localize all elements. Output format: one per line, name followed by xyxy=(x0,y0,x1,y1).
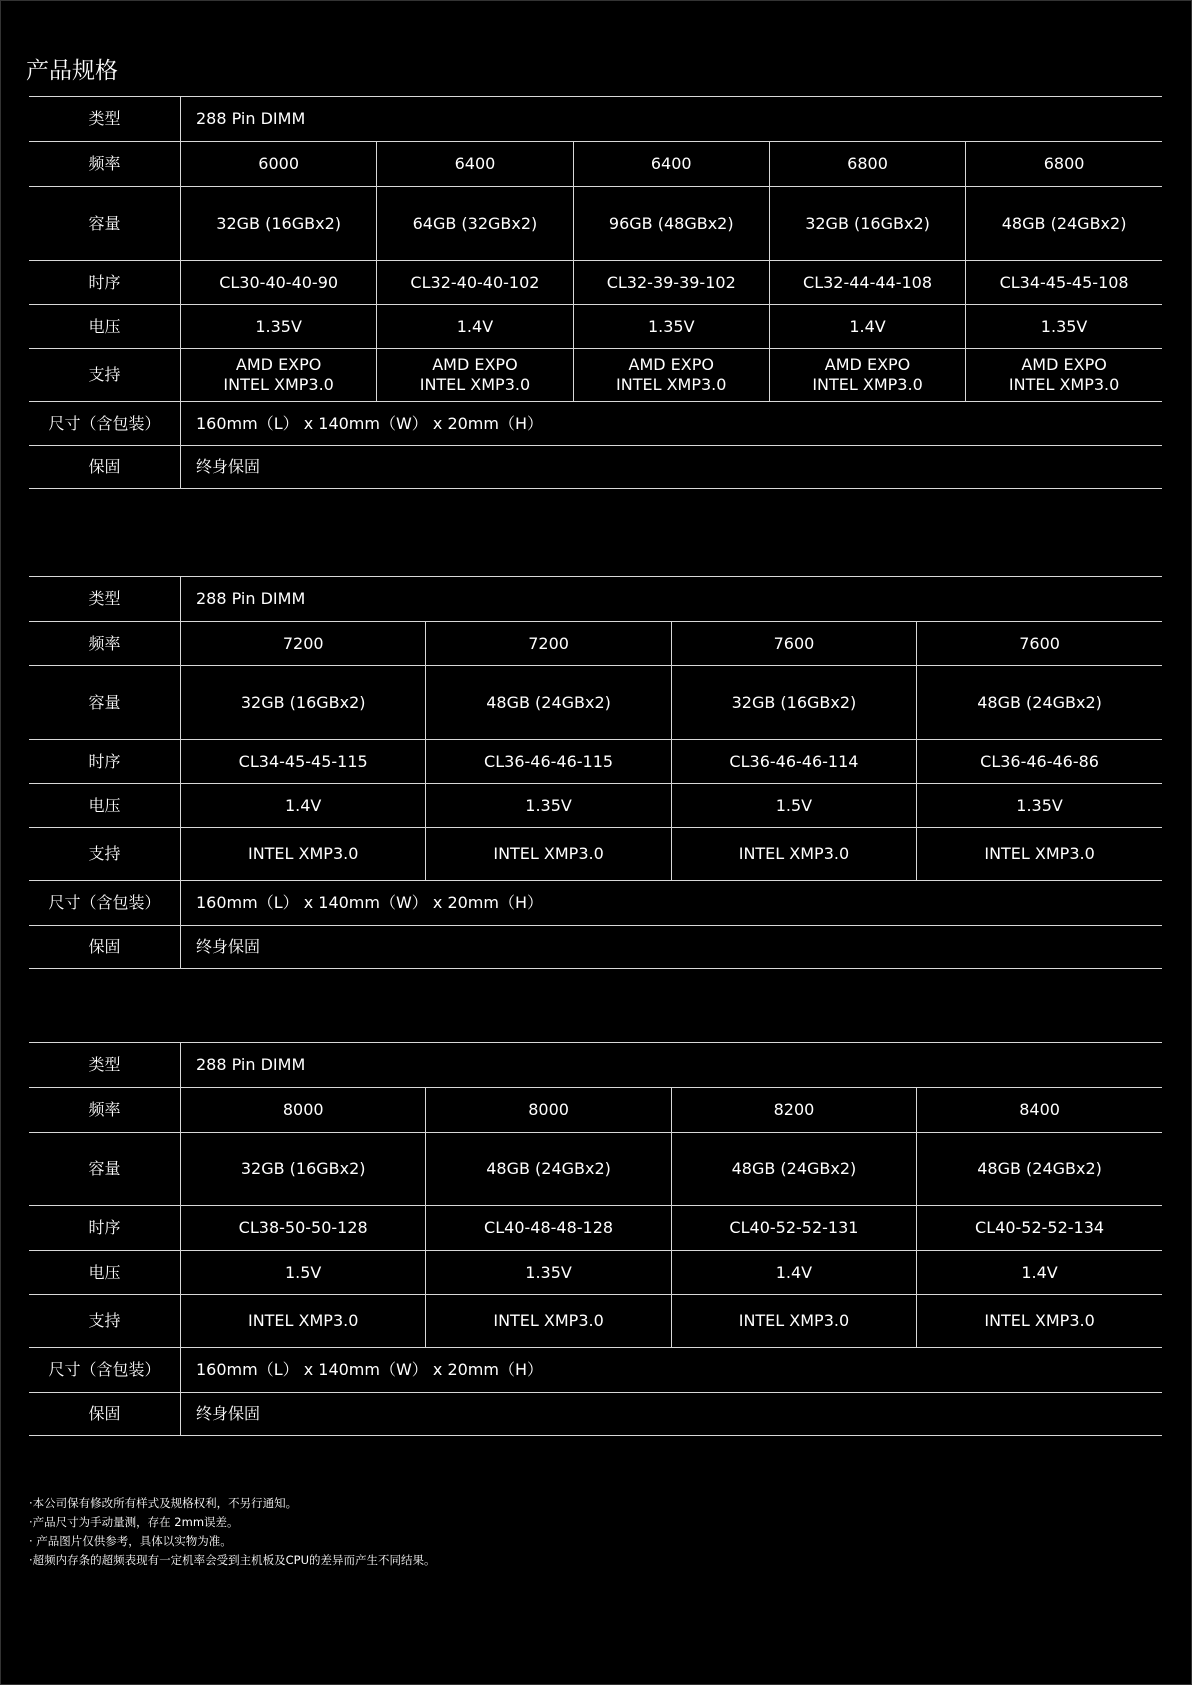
voltage-cell: 1.4V xyxy=(377,305,573,349)
frequency-cell: 7200 xyxy=(426,622,671,666)
capacity-cell: 48GB (24GBx2) xyxy=(671,1133,916,1206)
support-line: INTEL XMP3.0 xyxy=(738,844,850,863)
voltage-cell: 1.35V xyxy=(426,784,671,828)
voltage-cell: 1.35V xyxy=(917,784,1162,828)
footnotes xyxy=(29,1494,436,1570)
support-cell xyxy=(377,349,573,402)
support-cell xyxy=(181,349,377,402)
label-support: 支持 xyxy=(29,349,181,402)
capacity-cell: 48GB (24GBx2) xyxy=(917,666,1162,740)
support-cell xyxy=(671,1295,916,1348)
label-timing: 时序 xyxy=(29,261,181,305)
frequency-cell: 6000 xyxy=(181,142,377,187)
label-warranty: 保固 xyxy=(29,926,181,969)
support-line: INTEL XMP3.0 xyxy=(247,1311,359,1330)
row-timing xyxy=(29,1206,1162,1251)
row-warranty xyxy=(29,926,1162,969)
support-cell xyxy=(671,828,916,881)
label-voltage: 电压 xyxy=(29,305,181,349)
footnote: · 产品图片仅供参考，具体以实物为准。 xyxy=(29,1534,232,1548)
support-line: INTEL XMP3.0 xyxy=(1008,375,1120,394)
label-frequency: 频率 xyxy=(29,142,181,187)
support-line: INTEL XMP3.0 xyxy=(616,375,727,394)
support-line: INTEL XMP3.0 xyxy=(984,1311,1095,1330)
warranty-value: 终身保固 xyxy=(181,446,1163,489)
label-voltage: 电压 xyxy=(29,784,181,828)
support-line: AMD EXPO xyxy=(432,355,518,374)
label-capacity: 容量 xyxy=(29,1133,181,1206)
label-capacity: 容量 xyxy=(29,666,181,740)
row-support xyxy=(29,349,1162,402)
capacity-cell: 48GB (24GBx2) xyxy=(917,1133,1162,1206)
spec-table-1 xyxy=(29,96,1162,489)
size-value: 160mm（L） x 140mm（W） x 20mm（H） xyxy=(181,881,1163,926)
support-cell xyxy=(966,349,1162,402)
size-value: 160mm（L） x 140mm（W） x 20mm（H） xyxy=(181,402,1163,446)
support-line: AMD EXPO xyxy=(628,355,714,374)
row-size xyxy=(29,1348,1162,1393)
timing-cell: CL32-44-44-108 xyxy=(769,261,965,305)
label-timing: 时序 xyxy=(29,1206,181,1251)
label-support: 支持 xyxy=(29,828,181,881)
row-size xyxy=(29,402,1162,446)
support-cell xyxy=(917,1295,1162,1348)
row-voltage xyxy=(29,1251,1162,1295)
label-size: 尺寸（含包装） xyxy=(29,402,181,446)
label-frequency: 频率 xyxy=(29,1088,181,1133)
timing-cell: CL32-40-40-102 xyxy=(377,261,573,305)
timing-cell: CL40-52-52-131 xyxy=(671,1206,916,1251)
frequency-cell: 6800 xyxy=(966,142,1162,187)
row-timing xyxy=(29,740,1162,784)
footnote: ·超频内存条的超频表现有一定机率会受到主机板及CPU的差异而产生不同结果。 xyxy=(29,1553,436,1567)
support-cell xyxy=(181,828,426,881)
support-cell xyxy=(181,1295,426,1348)
capacity-cell: 32GB (16GBx2) xyxy=(671,666,916,740)
timing-cell: CL38-50-50-128 xyxy=(181,1206,426,1251)
support-cell xyxy=(426,828,671,881)
row-capacity xyxy=(29,666,1162,740)
capacity-cell: 48GB (24GBx2) xyxy=(426,666,671,740)
label-warranty: 保固 xyxy=(29,446,181,489)
label-capacity: 容量 xyxy=(29,187,181,261)
type-value: 288 Pin DIMM xyxy=(181,1043,1163,1088)
row-warranty xyxy=(29,1393,1162,1436)
page-title: 产品规格 xyxy=(26,58,118,84)
support-line: INTEL XMP3.0 xyxy=(223,375,334,394)
support-line: AMD EXPO xyxy=(824,355,911,374)
frequency-cell: 6400 xyxy=(377,142,573,187)
footnote: ·本公司保有修改所有样式及规格权利，不另行通知。 xyxy=(29,1496,298,1510)
label-type: 类型 xyxy=(29,97,181,142)
row-timing xyxy=(29,261,1162,305)
row-frequency xyxy=(29,622,1162,666)
capacity-cell: 32GB (16GBx2) xyxy=(769,187,965,261)
row-size xyxy=(29,881,1162,926)
timing-cell: CL34-45-45-108 xyxy=(966,261,1162,305)
row-capacity xyxy=(29,187,1162,261)
timing-cell: CL32-39-39-102 xyxy=(573,261,769,305)
timing-cell: CL30-40-40-90 xyxy=(181,261,377,305)
row-type xyxy=(29,1043,1162,1088)
support-line: INTEL XMP3.0 xyxy=(493,844,604,863)
frequency-cell: 8400 xyxy=(917,1088,1162,1133)
row-voltage xyxy=(29,305,1162,349)
row-capacity xyxy=(29,1133,1162,1206)
row-type xyxy=(29,97,1162,142)
voltage-cell: 1.4V xyxy=(769,305,965,349)
row-support xyxy=(29,1295,1162,1348)
support-cell xyxy=(426,1295,671,1348)
capacity-cell: 48GB (24GBx2) xyxy=(966,187,1162,261)
label-size: 尺寸（含包装） xyxy=(29,881,181,926)
spec-table-2 xyxy=(29,576,1162,969)
row-warranty xyxy=(29,446,1162,489)
timing-cell: CL36-46-46-114 xyxy=(671,740,916,784)
support-line: AMD EXPO xyxy=(235,355,322,374)
footnote: ·产品尺寸为手动量测，存在 2mm误差。 xyxy=(29,1515,239,1529)
row-frequency xyxy=(29,142,1162,187)
support-cell xyxy=(917,828,1162,881)
timing-cell: CL34-45-45-115 xyxy=(181,740,426,784)
frequency-cell: 6400 xyxy=(573,142,769,187)
voltage-cell: 1.4V xyxy=(181,784,426,828)
frequency-cell: 8200 xyxy=(671,1088,916,1133)
voltage-cell: 1.5V xyxy=(671,784,916,828)
voltage-cell: 1.35V xyxy=(181,305,377,349)
row-type xyxy=(29,577,1162,622)
timing-cell: CL40-52-52-134 xyxy=(917,1206,1162,1251)
label-frequency: 频率 xyxy=(29,622,181,666)
type-value: 288 Pin DIMM xyxy=(181,97,1163,142)
warranty-value: 终身保固 xyxy=(181,926,1163,969)
support-line: AMD EXPO xyxy=(1021,355,1107,374)
support-line: INTEL XMP3.0 xyxy=(419,375,531,394)
frequency-cell: 6800 xyxy=(769,142,965,187)
label-warranty: 保固 xyxy=(29,1393,181,1436)
capacity-cell: 32GB (16GBx2) xyxy=(181,1133,426,1206)
support-line: INTEL XMP3.0 xyxy=(812,375,923,394)
capacity-cell: 32GB (16GBx2) xyxy=(181,187,377,261)
support-line: INTEL XMP3.0 xyxy=(493,1311,604,1330)
voltage-cell: 1.35V xyxy=(573,305,769,349)
capacity-cell: 64GB (32GBx2) xyxy=(377,187,573,261)
label-support: 支持 xyxy=(29,1295,181,1348)
timing-cell: CL36-46-46-115 xyxy=(426,740,671,784)
voltage-cell: 1.4V xyxy=(671,1251,916,1295)
label-timing: 时序 xyxy=(29,740,181,784)
voltage-cell: 1.35V xyxy=(966,305,1162,349)
support-line: INTEL XMP3.0 xyxy=(984,844,1095,863)
voltage-cell: 1.35V xyxy=(426,1251,671,1295)
support-cell xyxy=(573,349,769,402)
size-value: 160mm（L） x 140mm（W） x 20mm（H） xyxy=(181,1348,1163,1393)
label-type: 类型 xyxy=(29,1043,181,1088)
label-voltage: 电压 xyxy=(29,1251,181,1295)
label-size: 尺寸（含包装） xyxy=(29,1348,181,1393)
capacity-cell: 48GB (24GBx2) xyxy=(426,1133,671,1206)
support-line: INTEL XMP3.0 xyxy=(247,844,359,863)
row-frequency xyxy=(29,1088,1162,1133)
voltage-cell: 1.5V xyxy=(181,1251,426,1295)
type-value: 288 Pin DIMM xyxy=(181,577,1163,622)
frequency-cell: 7200 xyxy=(181,622,426,666)
voltage-cell: 1.4V xyxy=(917,1251,1162,1295)
frequency-cell: 8000 xyxy=(181,1088,426,1133)
row-support xyxy=(29,828,1162,881)
row-voltage xyxy=(29,784,1162,828)
support-cell xyxy=(769,349,965,402)
warranty-value: 终身保固 xyxy=(181,1393,1163,1436)
support-line: INTEL XMP3.0 xyxy=(738,1311,850,1330)
capacity-cell: 32GB (16GBx2) xyxy=(181,666,426,740)
capacity-cell: 96GB (48GBx2) xyxy=(573,187,769,261)
timing-cell: CL40-48-48-128 xyxy=(426,1206,671,1251)
timing-cell: CL36-46-46-86 xyxy=(917,740,1162,784)
spec-table-3 xyxy=(29,1042,1162,1436)
frequency-cell: 7600 xyxy=(671,622,916,666)
frequency-cell: 8000 xyxy=(426,1088,671,1133)
label-type: 类型 xyxy=(29,577,181,622)
frequency-cell: 7600 xyxy=(917,622,1162,666)
